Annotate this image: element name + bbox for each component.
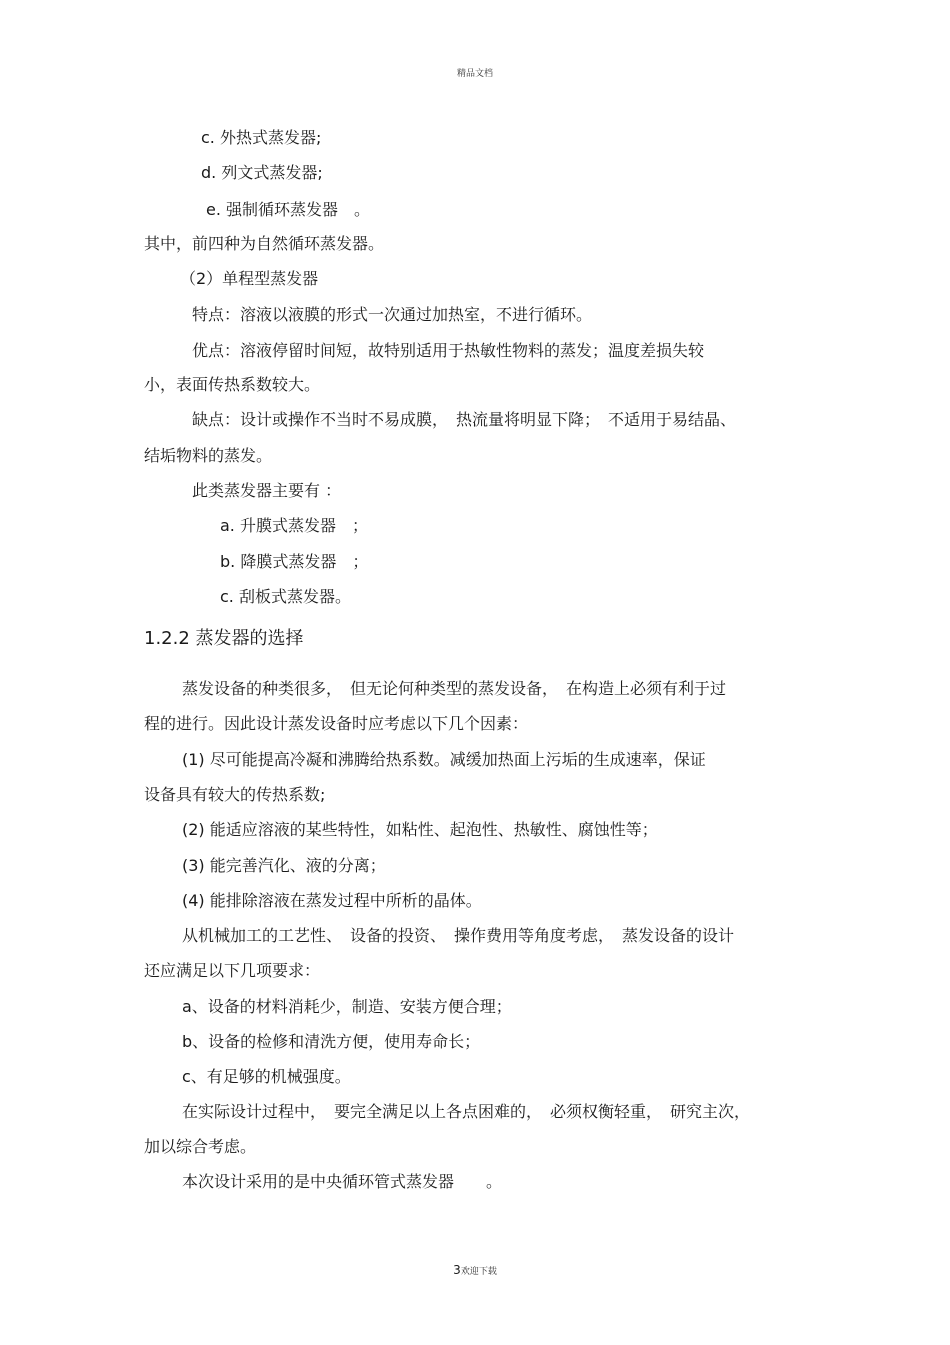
paragraph-line: 其中，前四种为自然循环蒸发器。 bbox=[144, 234, 385, 253]
paragraph-line: 本次设计采用的是中央循环管式蒸发器 。 bbox=[182, 1172, 503, 1191]
paragraph-line: 结垢物料的蒸发。 bbox=[144, 446, 273, 465]
requirement-item: c、有足够的机械强度。 bbox=[182, 1067, 351, 1086]
page-number: 3 bbox=[453, 1263, 461, 1277]
paragraph-line: 设备具有较大的传热系数; bbox=[144, 785, 326, 804]
paragraph-line: 优点：溶液停留时间短，故特别适用于热敏性物料的蒸发；温度差损失较 bbox=[192, 341, 705, 360]
list-item-e-forced-circulation: e. 强制循环蒸发器 。 bbox=[206, 200, 371, 219]
page-footer bbox=[0, 1259, 950, 1278]
list-item-c-scraped: c. 刮板式蒸发器。 bbox=[220, 587, 351, 606]
numbered-item: (2) 能适应溶液的某些特性，如粘性、起泡性、热敏性、腐蚀性等； bbox=[182, 820, 658, 839]
requirement-item: a、设备的材料消耗少，制造、安装方便合理； bbox=[182, 997, 512, 1016]
paragraph-line: 此类蒸发器主要有 ： bbox=[192, 481, 342, 500]
list-item-b-falling-film: b. 降膜式蒸发器 ； bbox=[220, 552, 369, 571]
list-item-c-external-heat: c. 外热式蒸发器; bbox=[201, 128, 322, 147]
numbered-item: (3) 能完善汽化、液的分离； bbox=[182, 856, 386, 875]
paragraph-line: 蒸发设备的种类很多， 但无论何种类型的蒸发设备， 在构造上必须有利于过 bbox=[182, 679, 727, 698]
page-header: 精品文档 bbox=[456, 69, 493, 79]
paragraph-line: 还应满足以下几项要求： bbox=[144, 961, 321, 980]
list-item-d-levin: d. 列文式蒸发器; bbox=[201, 163, 323, 182]
numbered-item: (4) 能排除溶液在蒸发过程中所析的晶体。 bbox=[182, 891, 482, 910]
footer-text: 欢迎下载 bbox=[460, 1267, 497, 1277]
paragraph-line: 在实际设计过程中， 要完全满足以上各点困难的， 必须权衡轻重， 研究主次， bbox=[182, 1102, 751, 1121]
requirement-item: b、设备的检修和清洗方便，使用寿命长； bbox=[182, 1032, 481, 1051]
section-heading: 1.2.2 蒸发器的选择 bbox=[144, 628, 304, 649]
paragraph-line: 程的进行。因此设计蒸发设备时应考虑以下几个因素： bbox=[144, 714, 529, 733]
subheading-single-pass: （2）单程型蒸发器 bbox=[180, 269, 319, 288]
paragraph-line: 缺点：设计或操作不当时不易成膜， 热流量将明显下降； 不适用于易结晶、 bbox=[192, 410, 737, 429]
paragraph-line: 加以综合考虑。 bbox=[144, 1137, 257, 1156]
paragraph-line: 从机械加工的工艺性、 设备的投资、 操作费用等角度考虑， 蒸发设备的设计 bbox=[182, 926, 735, 945]
list-item-a-rising-film: a. 升膜式蒸发器 ； bbox=[220, 516, 368, 535]
paragraph-line: 小，表面传热系数较大。 bbox=[144, 375, 321, 394]
numbered-item: (1) 尽可能提高冷凝和沸腾给热系数。减缓加热面上污垢的生成速率，保证 bbox=[182, 750, 706, 769]
paragraph-line: 特点：溶液以液膜的形式一次通过加热室，不进行循环。 bbox=[192, 305, 593, 324]
